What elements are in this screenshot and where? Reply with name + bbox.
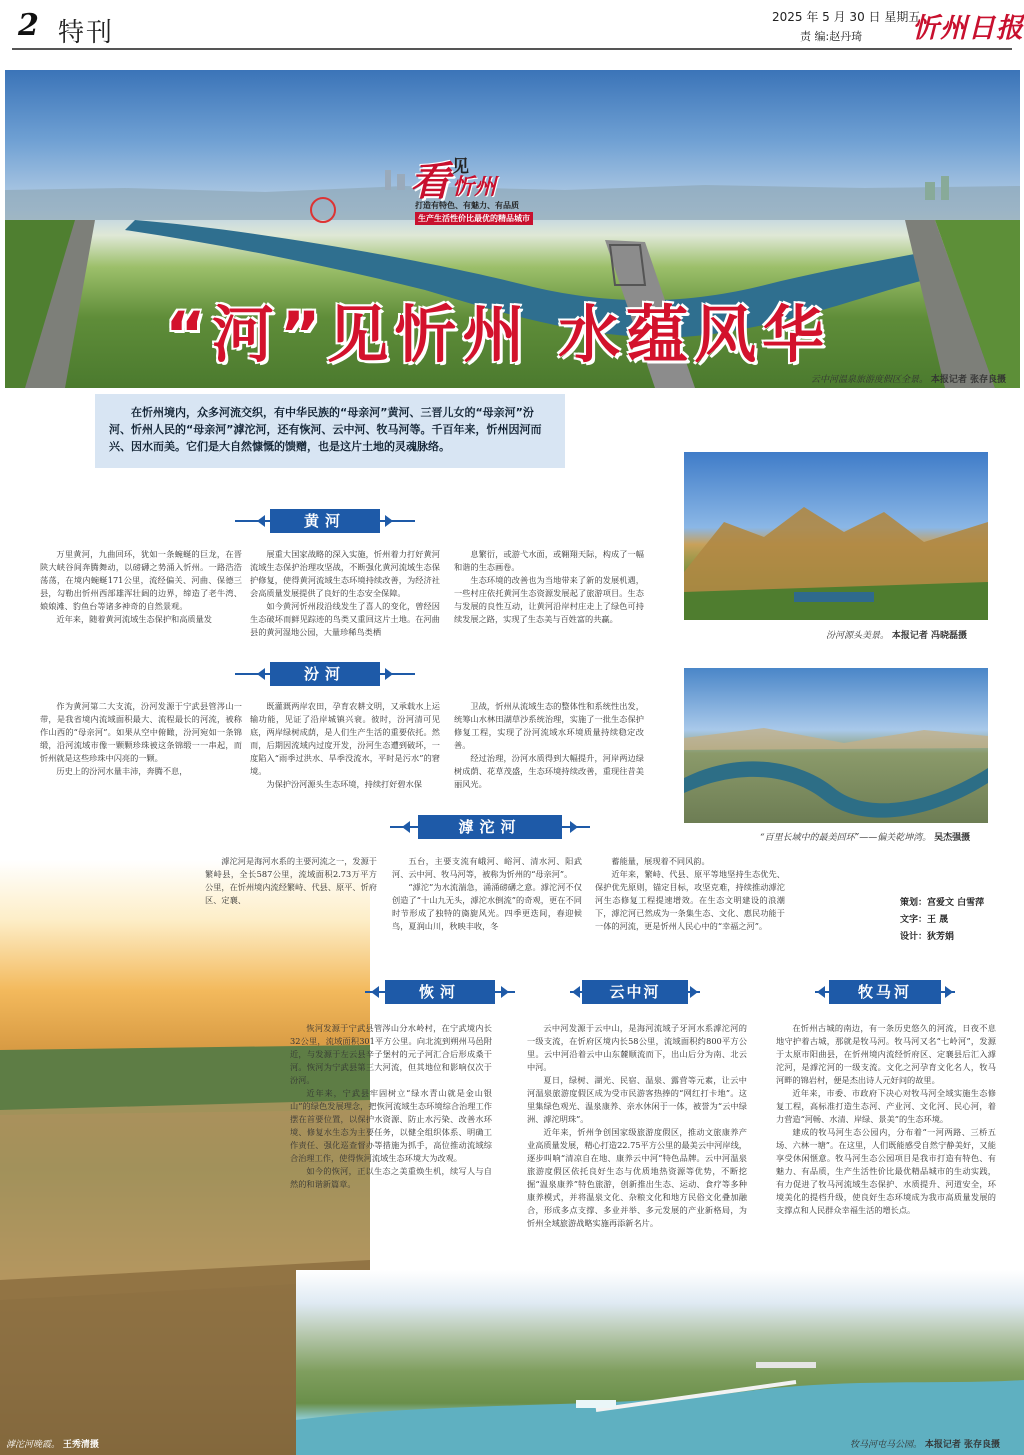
hero-caption-credit: 本报记者 张存良摄 — [930, 375, 1006, 385]
bottom-caption-credit: 本报记者 张存良摄 — [924, 1440, 1001, 1450]
hutuo-col-1 — [205, 855, 377, 907]
credit-design: 设计：狄芳娟 — [900, 932, 955, 942]
title-arrow-left — [572, 986, 580, 998]
paragraph: 云中河发源于云中山，是海河流域子牙河水系滹沱河的一级支流，在忻府区境内长58公里，流域面积约800平方公里。云中河沿着云中山东麓顺流而下，出山后分为南、北云中河。 — [527, 1023, 747, 1072]
fenhe-col-3 — [454, 700, 644, 791]
title-arrow-right — [501, 986, 509, 998]
paragraph: “滹沱”为水流湍急，涌涌磅礴之意。滹沱河不仅创造了“十山九无头，滹沱水倒流”的奇观，更在不同时节形成了独特的旖旎风光。四季更迭间，春迎候鸟，夏润山川，秋映丰收，冬 — [392, 882, 582, 931]
badge-city: 忻州 — [452, 175, 497, 200]
huanghe-col-3 — [454, 548, 644, 626]
badge-slogan-2: 生产生活性价比最优的精品城市 — [415, 212, 533, 225]
title-arrow-left — [817, 986, 825, 998]
paragraph: 蓄能量，展现着不同风韵。 — [611, 856, 710, 866]
title-arrow-left — [257, 668, 265, 680]
huihe-text — [290, 1022, 492, 1191]
mountain-illustration — [684, 452, 988, 620]
muma-text — [776, 1022, 996, 1217]
paragraph: 建成的牧马河生态公园内，分布着“一河两路、三桥五场、六林一塘”。在这里，人们既能感受自然宁静美好，又能享受休闲惬意。牧马河生态公园项目是我市打造有特色、有魅力、有品质，生产生活性价比最优精品城市的生动实践，有力促进了牧马河流域生态保护、水质提升、河道安全，环境美化的提档升级，使良好生态环境成为我市高质量发展的支撑点和人民群众幸福生活的增长点。 — [776, 1127, 996, 1215]
paragraph: 为保护汾河源头生态环境，持续打好碧水保 — [266, 779, 422, 789]
section-title-text: 汾河 — [270, 662, 380, 686]
left-caption-credit: 王秀清摄 — [62, 1440, 99, 1450]
credits — [900, 895, 984, 946]
paragraph: 万里黄河，九曲回环，犹如一条蜿蜒的巨龙，在晋陕大峡谷间奔腾舞动，以磅礴之势涌入忻州。一路浩浩荡荡，在境内蜿蜒171公里，流经偏关、河曲、保德三县，勾勒出忻州西部雄浑壮阔的边界，缔造了老牛湾、娘娘滩、豹鱼台等诸多神奇的自然景观。 — [40, 549, 242, 611]
paragraph: 近年来，忻州争创国家级旅游度假区，推动文旅康养产业高质量发展，精心打造22.75平方公里的最美云中河岸线，逐步叫响“清凉自在地、康养云中河”特色品牌。云中河温泉旅游度假区依托良好生态与优质地热资源等优势，不断挖掘“温泉康养”特色旅游，创新推出生态、运动、食疗等多种康养模式，并将温泉文化、杂粮文化和地方民俗文化叠加融合，形成多点支撑、多业并举、多元发展的产业新格局，为忻州全域旅游战略实施再添新名片。 — [527, 1127, 747, 1228]
river-bend-illustration — [684, 668, 988, 823]
paragraph: 夏日，绿树、湖光、民宿、温泉、露营等元素，让云中河温泉旅游度假区成为受市民游客热捧的“网红打卡地”。这里集绿色观光、温泉康养、亲水休闲于一体，被誉为“云中绿洲、滹沱明珠”。 — [527, 1075, 747, 1124]
section-title-fenhe — [235, 662, 415, 686]
section-title-text: 黄河 — [270, 509, 380, 533]
left-photo-caption — [6, 1437, 99, 1450]
section-title-huanghe — [235, 509, 415, 533]
fenhe-photo-caption — [826, 628, 967, 641]
hero-caption — [811, 372, 1006, 385]
huanghe-caption-text: “百里长域中的最美回环”——偏关乾坤湾。 — [760, 833, 932, 843]
huanghe-col-1 — [40, 548, 242, 626]
title-arrow-left — [371, 986, 379, 998]
section-name: 特刊 — [58, 18, 115, 48]
section-title-text: 牧马河 — [829, 980, 941, 1004]
credit-planning: 策划：宫爱文 白雪萍 — [900, 898, 985, 908]
credit-text: 文字：王 晟 — [900, 915, 949, 925]
title-arrow-right — [385, 668, 393, 680]
bottom-caption-text: 牧马河屯马公园。 — [850, 1440, 923, 1450]
park-illustration — [296, 1270, 1024, 1455]
paragraph: 既灌溉两岸农田，孕育农耕文明，又承载水上运输功能，见证了沿岸城镇兴衰。彼时，汾河清可见底，两岸绿树成荫，是人们生产生活的重要依托。然而，后期因流域内过度开发，汾河生态遭到破坏，一度陷入“雨季过洪水、旱季没流水，平时是污水”的窘境。 — [250, 701, 440, 776]
paragraph: 历史上的汾河水量丰沛，奔腾不息， — [56, 766, 188, 776]
title-arrow-right — [690, 986, 698, 998]
newspaper-logo: 忻州日报 — [912, 13, 1024, 44]
title-arrow-left — [402, 821, 410, 833]
left-caption-text: 滹沱河晚霞。 — [6, 1440, 61, 1450]
paragraph: 近年来，市委、市政府下决心对牧马河全域实施生态修复工程，高标准打造生态河、产业河、文化河、民心河，着力营造“河畅、水清、岸绿、景美”的生态环境。 — [776, 1088, 996, 1124]
column-badge — [410, 148, 550, 228]
paragraph: 如今的恢河，正以生态之美重焕生机，续写人与自然的和谐新篇章。 — [290, 1166, 492, 1189]
yunzhong-text — [527, 1022, 747, 1230]
qiankun-bay-photo — [684, 668, 988, 823]
paragraph: 展重大国家战略的深入实施，忻州着力打好黄河流域生态保护治理攻坚战，不断强化黄河流域生态保护修复，使得黄河流域生态环境持续改善，为经济社会高质量发展提供了良好的生态安全保障。 — [250, 549, 440, 598]
bottom-photo-caption — [850, 1437, 1000, 1450]
badge-slogan-1: 打造有特色、有魅力、有品质 — [415, 201, 519, 210]
paragraph: 如今黄河忻州段沿线发生了喜人的变化，曾经因生态破坏而鲜见踪迹的鸟类又重回这片土地。在河曲县的黄河湿地公园，大量珍稀鸟类栖 — [250, 601, 440, 637]
section-title-hutuo — [390, 815, 590, 839]
badge-jian: 见 — [452, 157, 469, 177]
fenhe-caption-text: 汾河源头美景。 — [826, 631, 890, 641]
paragraph: 卫战，忻州从流域生态的整体性和系统性出发，统筹山水林田湖草沙系统治理，实施了一批生态保护修复工程，实现了汾河流域水环境质量持续稳定改善。 — [454, 701, 644, 750]
fenhe-col-1 — [40, 700, 242, 778]
paragraph: 近年来，随着黄河流域生态保护和高质量发 — [56, 614, 212, 624]
headline: “河”见忻州 水蕴风华 — [165, 298, 831, 371]
hero-caption-text: 云中河温泉旅游度假区全景。 — [810, 375, 928, 385]
section-title-yunzhong — [570, 980, 700, 1004]
section-title-text: 云中河 — [582, 980, 688, 1004]
masthead — [0, 0, 1024, 60]
badge-kan: 看 — [410, 159, 450, 205]
section-title-huihe — [365, 980, 515, 1004]
paragraph: 作为黄河第二大支流，汾河发源于宁武县管涔山一带，是我省境内流域面积最大、流程最长的河流，被称作山西的“母亲河”。如果从空中俯瞰，汾河宛如一条锦缎，沿河流域市像一颗颗珍珠被这条锦缎一一串起，而忻州就是这些珍珠中闪亮的一颗。 — [40, 701, 242, 763]
lead-paragraph: 在忻州境内，众多河流交织，有中华民族的“母亲河”黄河、三晋儿女的“母亲河”汾河、忻州人民的“母亲河”滹沱河，还有恢河、云中河、牧马河等。千百年来，忻州因河而兴、因水而美。它们是大自然慷慨的馈赠，也是这片土地的灵魂脉络。 — [95, 394, 565, 468]
page-number: 2 — [18, 8, 39, 43]
editor-credit: 责 编:赵丹琦 — [800, 30, 863, 43]
paragraph: 生态环境的改善也为当地带来了新的发展机遇，一些村庄依托黄河生态资源发展起了旅游项目。生态与发展的良性互动，让黄河沿岸村庄走上了绿色可持续发展之路，实现了生态美与百姓富的共赢。 — [454, 575, 644, 624]
masthead-rule — [12, 48, 1012, 50]
muma-park-photo — [296, 1270, 1024, 1455]
fenhe-source-photo — [684, 452, 988, 620]
paragraph: 在忻州古城的南边，有一条历史悠久的河流，日夜不息地守护着古城，那就是牧马河。牧马河又名“七岭河”，发源于太原市阳曲县，在忻州境内流经忻府区、定襄县后汇入滹沱河，是滹沱河的一级支流。文化之河孕育文化名人，牧马河畔的锦岩村，便是杰出诗人元好问的故里。 — [776, 1023, 996, 1085]
title-arrow-right — [945, 986, 953, 998]
huanghe-caption-credit: 吴杰强摄 — [934, 833, 971, 843]
paragraph: 恢河发源于宁武县管涔山分水岭村，在宁武境内长32公里，流域面积301平方公里。向北流到朔州马邑附近，与发源于左云县辛子堡村的元子河汇合后形成桑干河。恢河为宁武县第三大河流，但其地位和影响仅次于汾河。 — [290, 1023, 492, 1085]
issue-date: 2025 年 5 月 30 日 星期五 — [772, 10, 921, 24]
paragraph: 息繁衍，或游弋水面，或翱翔天际，构成了一幅和谐的生态画卷。 — [454, 549, 644, 572]
section-title-text: 滹沱河 — [418, 815, 562, 839]
title-arrow-left — [257, 515, 265, 527]
huanghe-photo-caption — [760, 830, 970, 843]
huanghe-col-2 — [250, 548, 440, 639]
paragraph: 经过治理，汾河水质得到大幅提升，河岸两边绿树成荫、花草茂盛，生态环境持续改善，重现往昔美丽风光。 — [454, 753, 644, 789]
fenhe-caption-credit: 本报记者 冯晓磊摄 — [891, 631, 968, 641]
section-title-text: 恢河 — [385, 980, 495, 1004]
fenhe-col-2 — [250, 700, 440, 791]
title-arrow-right — [570, 821, 578, 833]
paragraph: 近年来，繁峙、代县、原平等地坚持生态优先、保护优先原则，锚定目标，攻坚克难，持续推动滹沱河生态修复工程提速增效。在生态文明建设的浪潮下，滹沱河已然成为一条集生态、文化、惠民功能于一体的河流，更是忻州人民心中的“幸福之河”。 — [595, 869, 785, 931]
section-title-muma — [815, 980, 955, 1004]
paragraph: 五台，主要支流有峨河、峪河、清水河、阳武河、云中河、牧马河等，被称为忻州的“母亲河”。 — [392, 856, 582, 879]
paragraph: 近年来，宁武县牢固树立“绿水青山就是金山银山”的绿色发展理念，把恢河流域生态环境综合治理工作摆在首要位置，以保护水资源、防止水污染、改善水环境、修复水生态为主要任务，以健全组织体系、明确工作责任、强化巡查督办等措施为抓手，高位推动流域综合治理工作，使得恢河流域生态环境大为改观。 — [290, 1088, 492, 1163]
hutuo-col-2 — [392, 855, 582, 933]
title-arrow-right — [385, 515, 393, 527]
paragraph: 滹沱河是海河水系的主要河流之一，发源于繁峙县，全长587公里，流域面积2.73万平方公里，在忻州境内流经繁峙、代县、原平、忻府区、定襄、 — [205, 856, 377, 905]
hutuo-col-3 — [595, 855, 785, 933]
